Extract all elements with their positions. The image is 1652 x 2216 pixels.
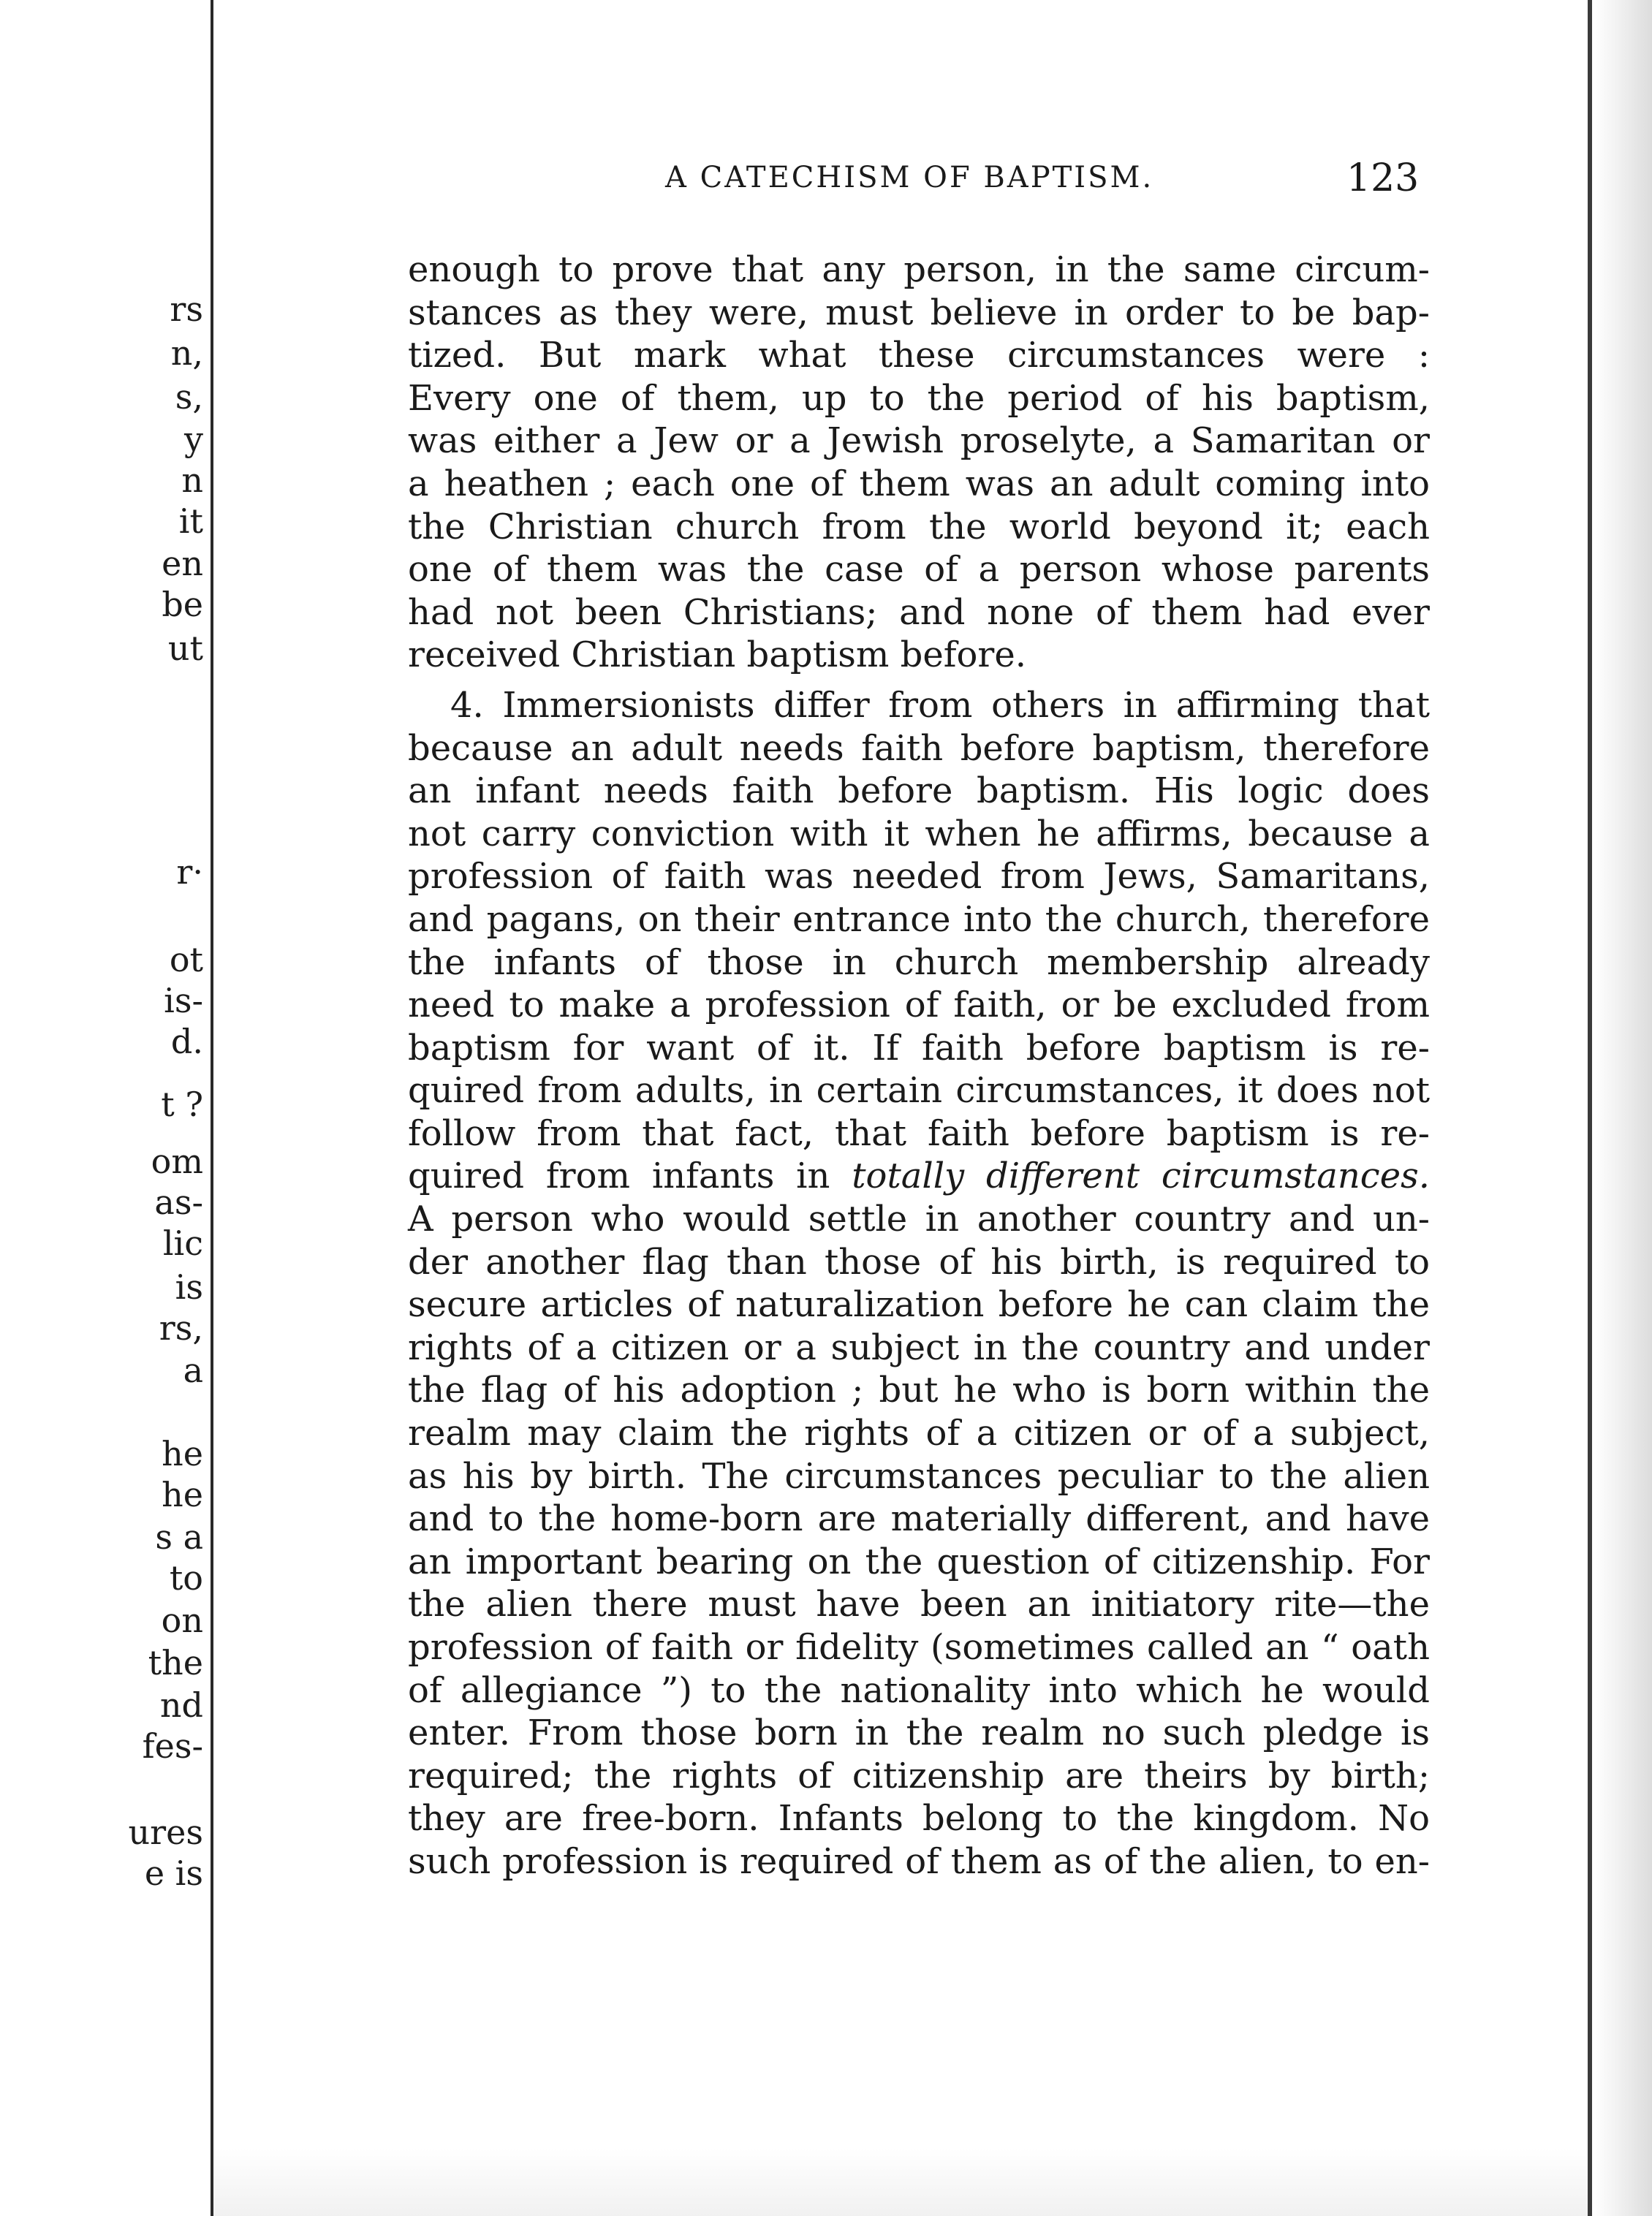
facing-page-fragment: is: [175, 1267, 203, 1307]
facing-page-fragment: on: [161, 1601, 203, 1640]
text-line: because an adult needs faith before baptism, therefore: [408, 727, 1430, 769]
facing-page-fragment: rs,: [159, 1308, 203, 1348]
facing-page-fragment: n: [181, 460, 203, 500]
italic-emphasis: totally different circumstances.: [852, 1156, 1430, 1197]
facing-page-fragment: the: [148, 1643, 203, 1682]
facing-page-fragment: fes-: [142, 1726, 203, 1766]
text-line: profession of faith was needed from Jews, Samaritans,: [408, 856, 1430, 898]
text-line: such profession is required of them as of the alien, to en-: [408, 1840, 1430, 1882]
facing-page-fragment: it: [178, 501, 203, 541]
paragraph: [408, 248, 1430, 677]
text-line: baptism for want of it. If faith before baptism is re-: [408, 1027, 1430, 1069]
text-line: follow from that fact, that faith before baptism is re-: [408, 1112, 1430, 1154]
text-line: the flag of his adoption ; but he who is born within the: [408, 1370, 1430, 1411]
facing-page-fragment: as-: [154, 1183, 203, 1222]
facing-page-fragment: ures: [128, 1813, 203, 1852]
text-line: the infants of those in church membership already: [408, 941, 1430, 983]
text-line: [408, 1155, 1430, 1198]
text-line: A person who would settle in another country and un-: [408, 1199, 1430, 1240]
facing-page-fragment: t ?: [161, 1085, 203, 1124]
text-line: profession of faith or fidelity (sometimes called an “ oath: [408, 1627, 1430, 1668]
text-line: a heathen ; each one of them was an adult coming into: [408, 463, 1430, 504]
text-line: the Christian church from the world beyond it; each: [408, 506, 1430, 547]
text-line: the alien there must have been an initiatory rite—the: [408, 1584, 1430, 1625]
text-line: was either a Jew or a Jewish proselyte, a Samaritan or: [408, 420, 1430, 462]
text-line: and pagans, on their entrance into the church, therefore: [408, 898, 1430, 940]
text-line: secure articles of naturalization before he can claim the: [408, 1284, 1430, 1326]
facing-page-fragment: he: [162, 1475, 203, 1514]
text-line: one of them was the case of a person whose parents: [408, 549, 1430, 591]
text-line: as his by birth. The circumstances peculiar to the alien: [408, 1455, 1430, 1497]
page-gutter-line: [211, 0, 213, 2216]
text-run: quired from infants in: [408, 1156, 830, 1197]
text-line: not carry conviction with it when he affirms, because a: [408, 813, 1430, 854]
facing-page-fragment: r·: [176, 852, 203, 892]
facing-page-fragment: rs: [170, 289, 203, 329]
facing-page-fragment: en: [162, 544, 203, 583]
text-line: 4. Immersionists differ from others in affirming that: [450, 684, 1430, 726]
facing-page-fragment: om: [151, 1142, 203, 1181]
facing-page-fragment: s,: [175, 377, 203, 417]
text-line: realm may claim the rights of a citizen or of a subject,: [408, 1413, 1430, 1454]
body-text: [408, 248, 1430, 1883]
text-line: of allegiance ”) to the nationality into which he would: [408, 1669, 1430, 1711]
text-line: stances as they were, must believe in order to be bap-: [408, 292, 1430, 333]
text-line: and to the home-born are materially different, and have: [408, 1498, 1430, 1540]
text-line: enter. From those born in the realm no such pledge is: [408, 1712, 1430, 1754]
facing-page-fragment: ut: [167, 629, 203, 668]
page-right-margin: [1594, 0, 1652, 2216]
text-line: need to make a profession of faith, or be excluded from: [408, 984, 1430, 1026]
page-edge-line: [1588, 0, 1592, 2216]
text-line: an infant needs faith before baptism. His logic does: [408, 770, 1430, 812]
facing-page-fragment: nd: [159, 1685, 203, 1725]
facing-page-fragment: y: [184, 420, 203, 459]
text-line: received Christian baptism before.: [408, 634, 1027, 676]
facing-page-fragment: a: [183, 1351, 203, 1390]
facing-page-fragment: lic: [162, 1223, 203, 1263]
facing-page-fragment: n,: [170, 333, 203, 373]
facing-page-fragment: is-: [164, 981, 203, 1020]
text-line: Every one of them, up to the period of his baptism,: [408, 377, 1430, 419]
facing-page-fragment: to: [169, 1558, 203, 1598]
text-line: an important bearing on the question of citizenship. For: [408, 1541, 1430, 1582]
text-line: required; the rights of citizenship are theirs by birth;: [408, 1755, 1430, 1796]
text-line: tized. But mark what these circumstances were :: [408, 335, 1430, 376]
facing-page-fragment: s a: [155, 1517, 203, 1557]
facing-page-fragment: he: [162, 1434, 203, 1473]
page-bottom-margin: [213, 2149, 1588, 2216]
facing-page-fragment: ot: [169, 940, 203, 979]
text-line: had not been Christians; and none of them had ever: [408, 591, 1430, 633]
text-line: enough to prove that any person, in the same circum-: [408, 249, 1430, 290]
page-number: 123: [1346, 156, 1420, 200]
facing-page-fragment: d.: [170, 1022, 203, 1061]
paragraph: [408, 684, 1430, 1883]
facing-page-fragment: be: [162, 585, 203, 624]
text-line: quired from adults, in certain circumstances, it does not: [408, 1070, 1430, 1112]
facing-page-edge: [0, 0, 211, 2216]
running-title: A CATECHISM OF BAPTISM.: [665, 161, 1154, 194]
text-line: they are free-born. Infants belong to the kingdom. No: [408, 1798, 1430, 1840]
text-line: der another flag than those of his birth, is required to: [408, 1241, 1430, 1283]
facing-page-fragment: e is: [144, 1853, 203, 1893]
text-line: rights of a citizen or a subject in the country and under: [408, 1327, 1430, 1368]
